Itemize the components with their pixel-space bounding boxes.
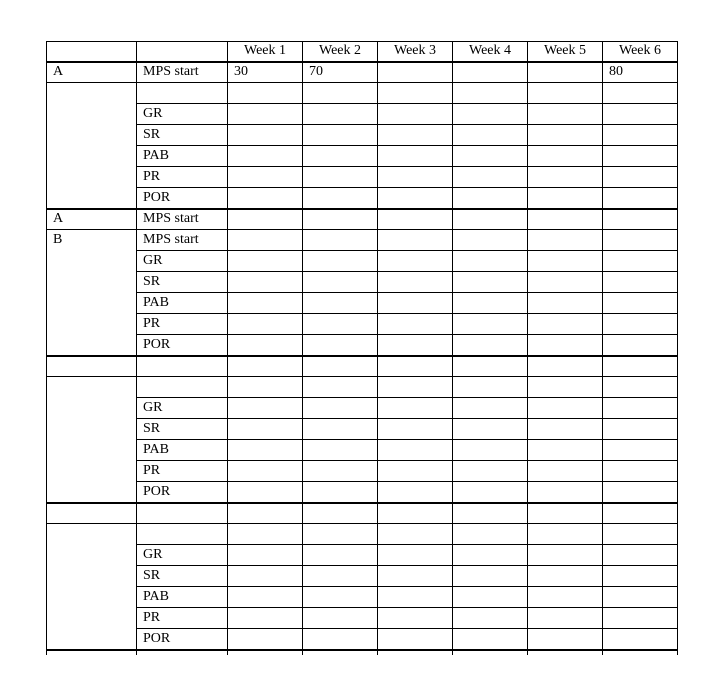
row-label: GR xyxy=(143,253,163,268)
row-label: PR xyxy=(143,610,161,625)
row-label: POR xyxy=(143,631,171,646)
item-label: A xyxy=(53,211,64,226)
column-header-week-2: Week 2 xyxy=(318,43,362,58)
row-label: SR xyxy=(143,127,161,142)
row-label: GR xyxy=(143,106,163,121)
row-label: POR xyxy=(143,337,171,352)
item-label: A xyxy=(53,64,64,79)
row-rule xyxy=(46,523,678,524)
row-label: PR xyxy=(143,316,161,331)
column-header-week-4: Week 4 xyxy=(468,43,512,58)
row-rule xyxy=(46,355,678,357)
row-label: POR xyxy=(143,484,171,499)
mrp-table xyxy=(46,41,678,655)
column-header-week-6: Week 6 xyxy=(618,43,662,58)
column-rule xyxy=(677,41,678,655)
row-label: SR xyxy=(143,568,161,583)
row-label: PAB xyxy=(143,295,169,310)
column-rule xyxy=(602,41,603,655)
week-value: 30 xyxy=(234,64,248,79)
row-label: PR xyxy=(143,169,161,184)
row-label: MPS start xyxy=(143,64,199,79)
row-rule xyxy=(46,376,678,377)
column-header-week-5: Week 5 xyxy=(543,43,587,58)
week-value: 80 xyxy=(609,64,623,79)
column-rule xyxy=(302,41,303,655)
row-label: MPS start xyxy=(143,232,199,247)
row-label: SR xyxy=(143,421,161,436)
row-rule xyxy=(46,502,678,504)
column-rule xyxy=(46,41,47,655)
column-rule xyxy=(377,41,378,655)
row-label: PAB xyxy=(143,589,169,604)
item-label: B xyxy=(53,232,63,247)
row-label: SR xyxy=(143,274,161,289)
row-rule xyxy=(46,82,678,83)
week-value: 70 xyxy=(309,64,323,79)
column-rule xyxy=(227,41,228,655)
row-label: GR xyxy=(143,400,163,415)
column-rule xyxy=(452,41,453,655)
row-label: PAB xyxy=(143,148,169,163)
column-rule xyxy=(527,41,528,655)
row-label: PAB xyxy=(143,442,169,457)
column-header-week-3: Week 3 xyxy=(393,43,437,58)
row-label: MPS start xyxy=(143,211,199,226)
row-label: PR xyxy=(143,463,161,478)
row-rule xyxy=(46,649,678,651)
row-label: POR xyxy=(143,190,171,205)
column-header-week-1: Week 1 xyxy=(243,43,287,58)
row-label: GR xyxy=(143,547,163,562)
